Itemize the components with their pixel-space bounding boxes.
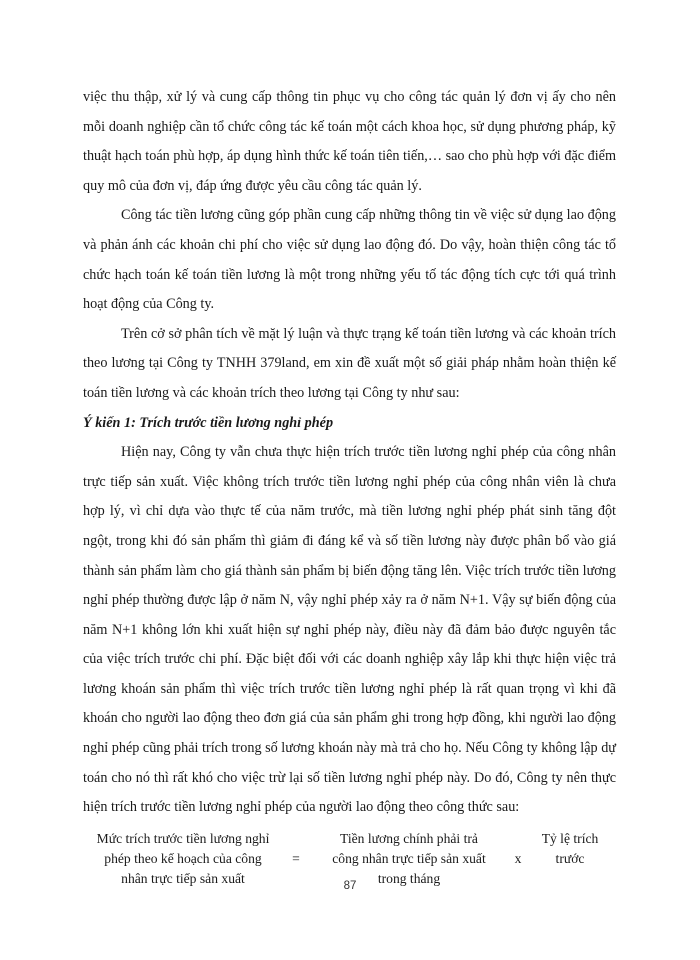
formula-middle-line: công nhân trực tiếp sản xuất [332, 850, 486, 866]
formula-right-line: trước [555, 850, 585, 866]
section-heading-opinion-1: Ý kiến 1: Trích trước tiền lương nghỉ phép [83, 414, 334, 431]
formula-equals-sign: = [292, 850, 300, 866]
formula-left-line: phép theo kế hoạch của công [104, 850, 262, 866]
paragraph-salary-role: Công tác tiền lương cũng góp phần cung cấp những thông tin về việc sử dụng lao động và phản ánh các khoản chi phí cho việc sử dụng lao động đó. Do vậy, hoàn thiện công tác tổ chức hạch toán kế toán tiền lương là một trong những yếu tố tác động tích cực tới quá trình hoạt động của Công ty. [83, 207, 616, 313]
formula-left-line: Mức trích trước tiền lương nghỉ [96, 830, 270, 846]
formula-multiply-sign: x [514, 850, 522, 866]
paragraph-proposal: Trên cở sở phân tích về mặt lý luận và thực trạng kế toán tiền lương và các khoản trích theo lương tại Công ty TNHH 379land, em xin đề xuất một số giải pháp nhằm hoàn thiện kế toán tiền lương và các khoản trích theo lương tại Công ty như sau: [83, 325, 616, 401]
formula-right-term [527, 829, 613, 869]
formula-left-line: nhân trực tiếp sản xuất [121, 870, 245, 886]
document-body [83, 83, 616, 889]
paragraph-leave-accrual: Hiện nay, Công ty vẫn chưa thực hiện trích trước tiền lương nghỉ phép của công nhân trực tiếp sản xuất. Việc không trích trước tiền lương nghỉ phép của công nhân viên là chưa hợp lý, vì chỉ dựa vào thực tế của năm trước, mà tiền lương nghỉ phép phát sinh tăng đột ngột, trong khi đó sản phẩm thì giảm đi đáng kể và số tiền lương này được phân bổ vào giá thành sản phẩm làm cho giá thành sản phẩm bị biến động tăng lên. Việc trích trước tiền lương nghỉ phép thường được lập ở năm N, vậy nghỉ phép xảy ra ở năm N+1. Vậy sự biến động của năm N+1 không lớn khi xuất hiện sự nghỉ phép này, điều này đã đảm bảo được nguyên tắc của việc trích trước chi phí. Đặc biệt đối với các doanh nghiệp xây lắp khi thực hiện việc trả lương khoán sản phẩm thì việc trích trước tiền lương nghỉ phép là rất quan trọng vì khi đã khoán cho người lao động theo đơn giá của sản phẩm ghi trong hợp đồng, khi người lao động nghỉ phép cũng phải trích trong số lương khoán này mà trả cho họ. Nếu Công ty không lập dự toán cho nó thì rất khó cho việc trừ lại số tiền lương nghỉ phép này. Do đó, Công ty nên thực hiện trích trước tiền lương nghỉ phép của người lao động theo công thức sau: [83, 444, 616, 816]
paragraph-intro: việc thu thập, xử lý và cung cấp thông tin phục vụ cho công tác quản lý đơn vị ấy cho nên mỗi doanh nghiệp cần tổ chức công tác kế toán một cách khoa học, sử dụng phương pháp, kỹ thuật hạch toán phù hợp, áp dụng hình thức kế toán tiên tiến,… sao cho phù hợp với đặc điểm quy mô của đơn vị, đáp ứng được yêu cầu công tác quản lý. [83, 89, 616, 194]
formula-middle-line: Tiền lương chính phải trả [340, 830, 478, 846]
page-number: 87 [343, 880, 357, 892]
formula-middle-line: trong tháng [377, 870, 441, 886]
formula-right-line: Tỷ lệ trích [541, 830, 599, 846]
